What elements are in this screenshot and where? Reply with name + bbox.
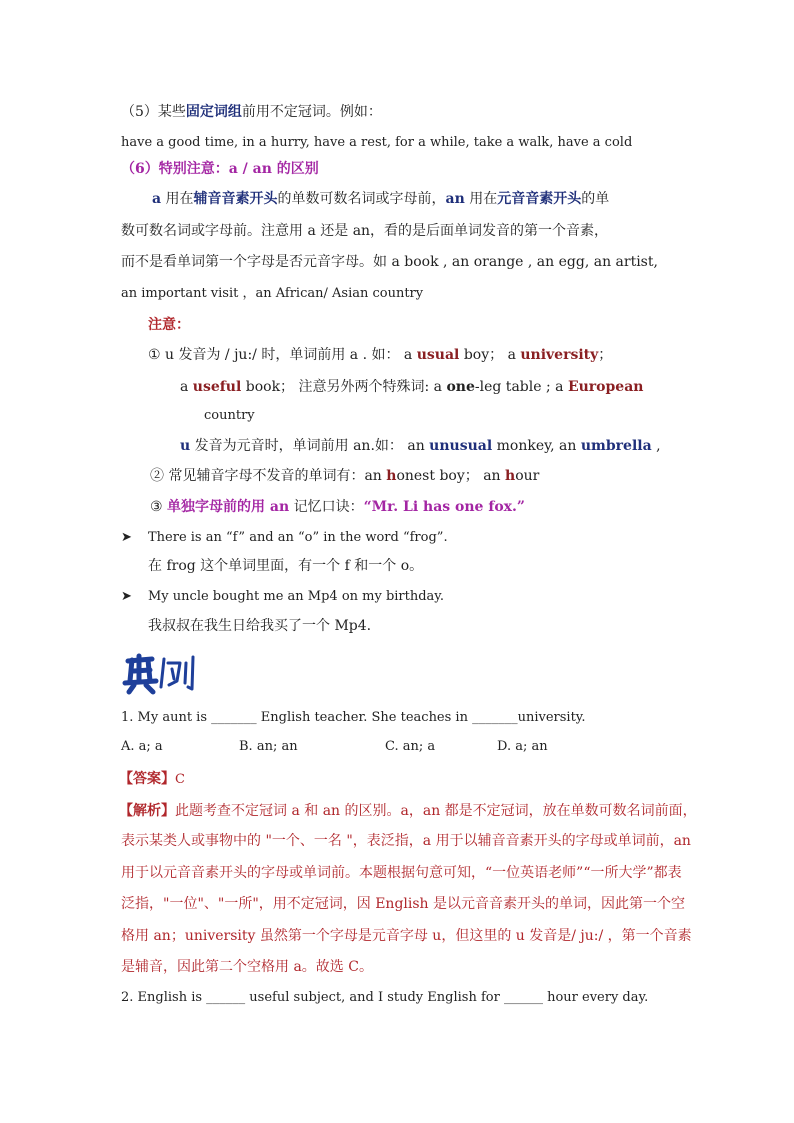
note-row6: ③ 单独字母前的用 an 记忆口诀：“Mr. Li has one fox.” [150,499,525,515]
note-row2: a useful book； 注意另外两个特殊词: a one-leg table ; a European [180,379,644,395]
section5-pre: 某些 [157,104,186,120]
q1-option-c: C. an; a [385,739,436,754]
note-title: 注意： [148,317,190,333]
section5-bold: 固定词组 [185,104,242,120]
q1-analysis-line1: 【解析】此题考查不定冠词 a 和 an 的区别。a，an 都是不定冠词，放在单数可数名词前面， [119,803,697,819]
example-logo-icon [122,651,198,695]
q1-stem: 1. My aunt is _______ English teacher. She teaches in _______university. [121,710,586,725]
bullet2-chinese: 我叔叔在我生日给我买了一个 Mp4. [148,618,372,634]
q1-analysis-line6: 是辅音，因此第二个空格用 a。故选 C。 [121,959,373,975]
section6-para-line3: 而不是看单词第一个字母是否元音字母。如 a book , an orange , an egg, an artist, [121,254,658,270]
section6-para-line2: 数可数名词或字母前。注意用 a 还是 an，看的是后面单词发音的第一个音素， [121,223,609,239]
note-row3: country [204,408,255,423]
q1-option-d: D. a; an [497,739,548,754]
q1-analysis-line5: 格用 an；university 虽然第一个字母是元音字母 u，但这里的 u 发音是/ ju:/ ，第一个音素 [121,928,692,944]
arrow-bullet-icon: ➤ [121,589,132,604]
section5-num: （5） [121,104,158,120]
section5-line [121,102,382,122]
q1-answer: 【答案】C [119,771,185,787]
bullet2-english: My uncle bought me an Mp4 on my birthday. [148,589,445,604]
q1-option-a: A. a; a [121,739,163,754]
arrow-bullet-icon: ➤ [121,530,132,545]
note-row5: ② 常见辅音字母不发音的单词有：an honest boy； an hour [150,468,540,484]
note-row1: ① u 发音为 / ju:/ 时，单词前用 a . 如： a usual boy； a university； [148,347,613,363]
q1-analysis-line2: 表示某类人或事物中的 "一个、一名 "，表泛指，a 用于以辅音音素开头的字母或单词前，an [121,833,691,849]
q2-stem: 2. English is ______ useful subject, and I study English for ______ hour every day. [121,990,649,1005]
section6-heading: （6）特别注意：a / an 的区别 [121,161,319,177]
bullet1-english: There is an “f” and an “o” in the word “frog”. [148,530,448,545]
q1-option-b: B. an; an [239,739,298,754]
section6-para-line1: a 用在辅音音素开头的单数可数名词或字母前，an 用在元音音素开头的单 [152,191,610,207]
bullet1-chinese: 在 frog 这个单词里面，有一个 f 和一个 o。 [148,558,424,574]
section5-post: 前用不定冠词。例如： [241,104,382,120]
note-row4: u 发音为元音时，单词前用 an.如： an unusual monkey, an umbrella , [180,438,661,454]
section6-para-line4: an important visit ，an African/ Asian country [121,286,424,301]
q1-analysis-line3: 用于以元音音素开头的字母或单词前。本题根据句意可知，“一位英语老师”“一所大学”都表 [121,865,682,881]
q1-analysis-line4: 泛指，"一位"、"一所"，用不定冠词，因 English 是以元音音素开头的单词，因此第一个空 [121,896,686,912]
section5-examples: have a good time, in a hurry, have a rest, for a while, take a walk, have a cold [121,135,633,150]
